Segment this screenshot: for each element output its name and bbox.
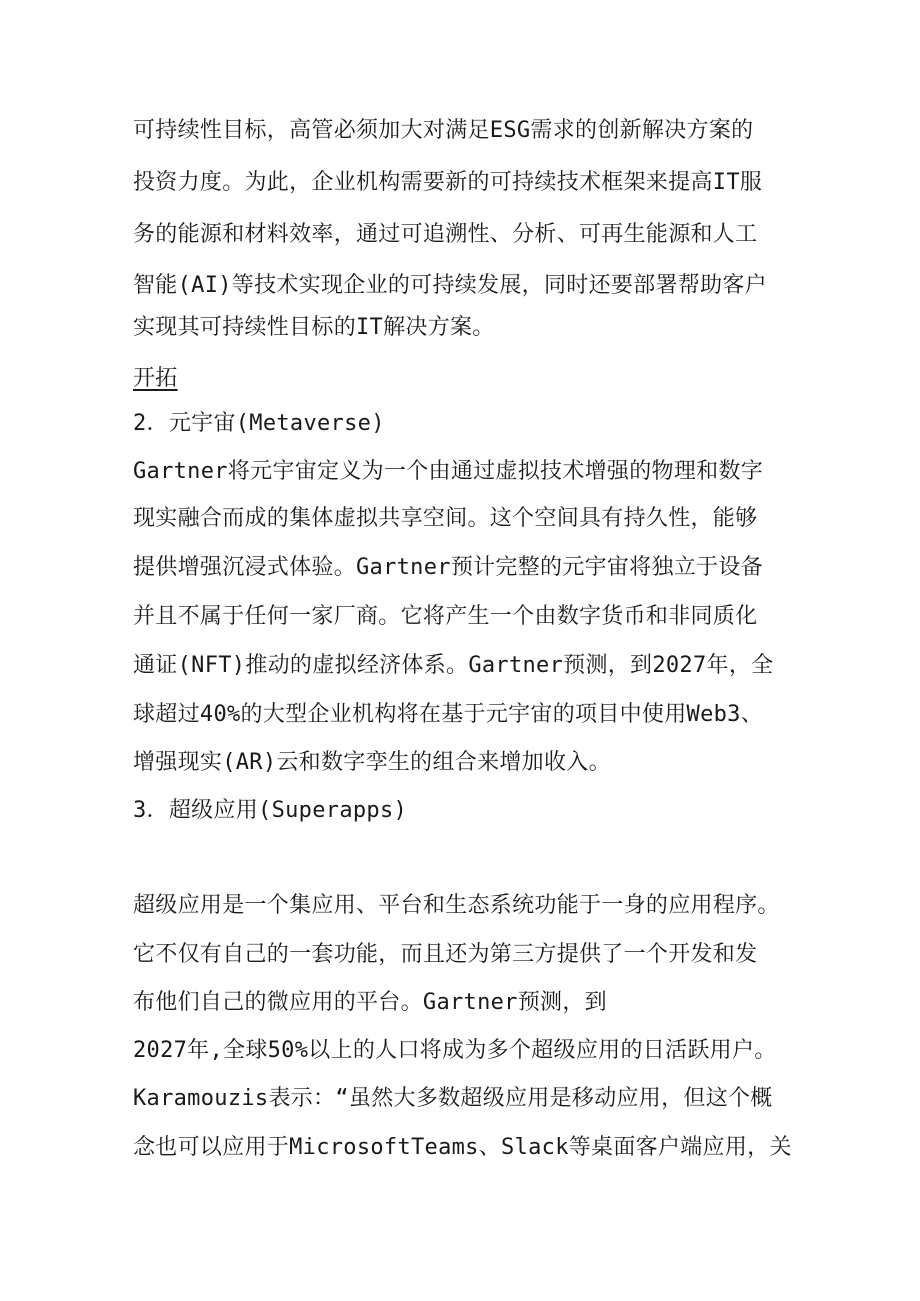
paragraph-line: 通证(NFT)推动的虚拟经济体系。Gartner预测，到2027年，全 (133, 653, 774, 678)
paragraph-line: 布他们自己的微应用的平台。Gartner预测，到 (133, 990, 607, 1015)
paragraph-line: 它不仅有自己的一套功能，而且还为第三方提供了一个开发和发 (133, 942, 758, 967)
paragraph-line: 可持续性目标，高管必须加大对满足ESG需求的创新解决方案的 (133, 118, 754, 143)
section-heading: 2．元宇宙(Metaverse) (133, 411, 385, 436)
paragraph-line: 念也可以应用于MicrosoftTeams、Slack等桌面客户端应用，关 (133, 1135, 792, 1160)
paragraph-line: 提供增强沉浸式体验。Gartner预计完整的元宇宙将独立于设备 (133, 555, 764, 580)
paragraph-line: 球超过40%的大型企业机构将在基于元宇宙的项目中使用Web3、 (133, 702, 764, 727)
paragraph-line: 增强现实(AR)云和数字孪生的组合来增加收入。 (133, 750, 611, 775)
paragraph-line: Karamouzis表示：“虽然大多数超级应用是移动应用，但这个概 (133, 1086, 773, 1111)
paragraph-line: 现实融合而成的集体虚拟共享空间。这个空间具有持久性，能够 (133, 506, 758, 531)
paragraph-line: 实现其可持续性目标的IT解决方案。 (133, 315, 495, 340)
paragraph-line: 2027年,全球50%以上的人口将成为多个超级应用的日活跃用户。 (133, 1038, 777, 1063)
paragraph-line: 超级应用是一个集应用、平台和生态系统功能于一身的应用程序。 (133, 893, 780, 918)
paragraph-line: 并且不属于任何一家厂商。它将产生一个由数字货币和非同质化 (133, 604, 758, 629)
paragraph-line: 务的能源和材料效率，通过可追溯性、分析、可再生能源和人工 (133, 222, 758, 247)
section-label-link[interactable]: 开拓 (133, 366, 178, 391)
paragraph-line: 智能(AI)等技术实现企业的可持续发展，同时还要部署帮助客户 (133, 273, 767, 298)
paragraph-line: Gartner将元宇宙定义为一个由通过虚拟技术增强的物理和数字 (133, 459, 764, 484)
section-heading: 3．超级应用(Superapps) (133, 798, 408, 823)
paragraph-line: 投资力度。为此，企业机构需要新的可持续技术框架来提高IT服 (133, 170, 763, 195)
